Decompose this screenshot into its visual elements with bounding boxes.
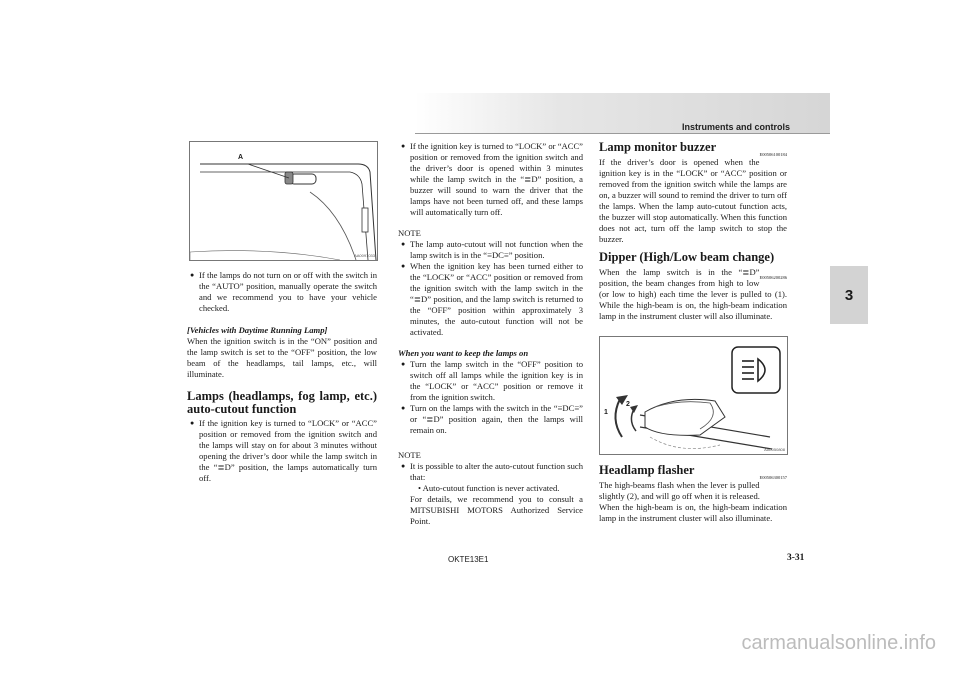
bullet-door: ● If the ignition key is turned to “LOCK” or “ACC” position or removed from the ignition switch and the driver’s door is opened within 3 minutes while the lamp switch in the “≣D” position, a buzzer will sound to warn the driver that the lamps have not been turned off, and these lamps will automatically turn off. (401, 141, 583, 217)
buzzer-heading: Lamp monitor buzzer E00506100184 (599, 141, 787, 154)
chapter-tab: 3 (830, 266, 868, 324)
section-code: E00506200286 (759, 275, 787, 280)
keep-bullet: ● Turn the lamp switch in the “OFF” position to switch off all lamps while the ignition key is in the “LOCK” or “ACC” position or remove it from the ignition switch. (401, 359, 583, 402)
figure-label-1: 1 (604, 409, 608, 416)
bullet-icon: ● (190, 271, 195, 279)
keep-lamps-heading: When you want to keep the lamps on (398, 348, 529, 358)
bullet-icon: ● (401, 404, 406, 412)
note-label: NOTE (398, 228, 421, 238)
section-code: E00506100184 (759, 152, 787, 157)
note-bullet: ● The lamp auto-cutout will not function when the lamp switch is in the “≡DC≡” position. (401, 239, 583, 260)
flasher-heading: Headlamp flasher E00506300157 (599, 464, 787, 477)
note-label: NOTE (398, 450, 421, 460)
document-code: OKTE13E1 (448, 555, 489, 564)
bullet-icon: ● (190, 419, 195, 427)
figure-code: AA0097033 (354, 253, 375, 258)
flasher-text-1: The high-beams flash when the lever is pulled slightly (2), and will go off when it is released. (599, 480, 760, 501)
watermark: carmanualsonline.info (741, 632, 936, 654)
section-title: Instruments and controls (681, 122, 790, 132)
figure-label-a: A (238, 154, 244, 161)
autocut-heading: Lamps (headlamps, fog lamp, etc.) auto-cutout function (187, 389, 377, 416)
note-bullet: ● It is possible to alter the auto-cutout function such that: (401, 461, 583, 482)
keep-bullet: ● Turn on the lamps with the switch in the “≡DC≡” or “≣D” position again, then the lamps will remain on. (401, 403, 583, 435)
note-bullet: ● When the ignition key has been turned either to the “LOCK” or “ACC” position or removed from the ignition switch with the lamp switch in the “≣D” position, and the lamp switch is returned to the “OFF” position within approximately 3 minutes, the auto-cutout function will not be activated. (401, 261, 583, 337)
figure-windshield-sensor (189, 141, 378, 261)
flasher-text-2: When the high-beam is on, the high-beam indication lamp in the instrument cluster will also illuminate. (599, 502, 787, 523)
figure-label-2: 2 (626, 401, 630, 408)
column-1 (187, 270, 377, 484)
dipper-heading: Dipper (High/Low beam change) E00506200286 (599, 251, 787, 264)
column-3 (599, 141, 787, 322)
note-sub-bullet: • Auto-cutout function is never activated. (418, 483, 560, 493)
buzzer-text: If the driver’s door is opened when the ignition key is in the “LOCK” or “ACC” position or removed from the ignition switch while the lamps are on, a buzzer will sound to remind the driver to turn off the lamps. When the lamp auto-cutout function acts, the buzzer will stop automatically. When this function does not act, turn off the lamp switch to stop the buzzer. (599, 157, 787, 244)
bullet-icon: ● (401, 240, 406, 248)
bullet-icon: ● (401, 262, 406, 270)
section-code: E00506300157 (759, 475, 787, 480)
bullet-icon: ● (401, 360, 406, 368)
header-rule (415, 133, 830, 134)
bullet-autocut: ● If the ignition key is turned to “LOCK” or “ACC” position or removed from the ignition switch and the lamps will stay on for about 3 minutes without opening the driver’s door while the lamp switch in the “≣D” position, the lamps automatically turn off. (190, 418, 377, 483)
page-number: 3-31 (787, 553, 805, 563)
figure-headlamp-lever (599, 336, 788, 455)
column-3-lower (599, 464, 787, 524)
bullet-icon: ● (401, 462, 406, 470)
bullet-icon: ● (401, 142, 406, 150)
drl-heading: [Vehicles with Daytime Running Lamp] (187, 325, 328, 335)
drl-text: When the ignition switch is in the “ON” position and the lamp switch is set to the “OFF” position, the low beam of the headlamps, tail lamps, etc., will illuminate. (187, 336, 377, 379)
note-text: For details, we recommend you to consult a MITSUBISHI MOTORS Authorized Service Point. (410, 494, 583, 526)
bullet-auto: ● If the lamps do not turn on or off with the switch in the “AUTO” position, manually operate the switch and we recommend you to have your vehicle checked. (190, 270, 377, 313)
figure-code: AA0050808 (764, 447, 785, 452)
lever-illustration (600, 337, 787, 454)
dipper-text: When the lamp switch is in the “≣D” position, the beam changes from high to low (or low to high) each time the lever is pulled to (1). While the high-beam is on, the high-beam indication lamp in the instrument cluster will also illuminate. (599, 267, 787, 321)
column-2 (398, 141, 583, 527)
windshield-illustration (190, 142, 377, 260)
